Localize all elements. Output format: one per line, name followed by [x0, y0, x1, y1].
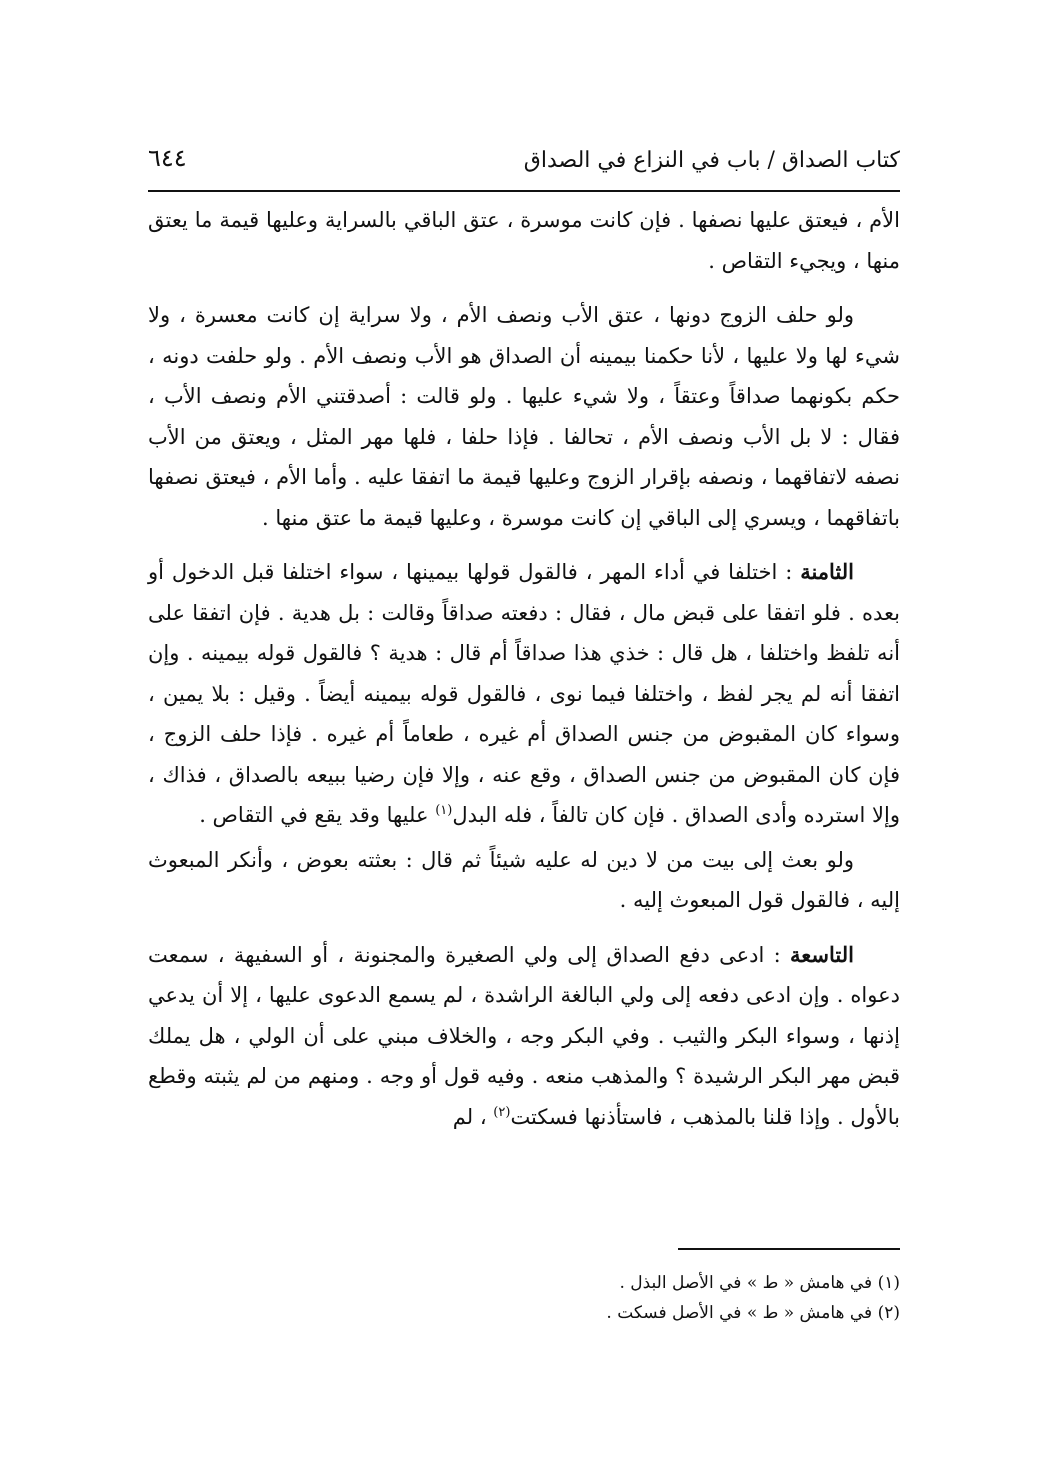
paragraph-gap — [148, 538, 900, 552]
main-text — [148, 200, 900, 1137]
footnote-item: (٢) في هامش « ط » في الأصل فسكت . — [606, 1303, 900, 1323]
issue-heading: التاسعة — [790, 941, 854, 967]
paragraph-gap — [148, 281, 900, 295]
paragraph-text: ولو بعث إلى بيت من لا دين له عليه شيئاً ثم قال : بعثته بعوض ، وأنكر المبعوث إليه ، فالقول قول المبعوث إليه . — [148, 847, 900, 912]
footnotes — [400, 1268, 900, 1328]
paragraph-text: الأم ، فيعتق عليها نصفها . فإن كانت موسرة ، عتق الباقي بالسراية وعليها قيمة ما يعتق منها ، ويجيء التقاص . — [148, 208, 900, 273]
paragraph-text: ، لم — [452, 1104, 494, 1129]
running-header — [148, 140, 900, 190]
paragraph-eighth-issue — [148, 552, 900, 836]
paragraph-oath-husband — [148, 295, 900, 538]
issue-heading: الثامنة — [800, 559, 854, 584]
paragraph-gap — [148, 921, 900, 935]
footnote-divider — [678, 1248, 900, 1250]
paragraph-text: : اختلفا في أداء المهر ، فالقول قولها بيمينها ، سواء اختلفا قبل الدخول أو بعده . فلو اتفقا على قبض مال ، فقال : دفعته صداقاً وقالت : بل هدية . فإن اتفقا على أنه تلفظ واختلفا ، هل قال : خذي هذا صداقاً أم قال : هدية ؟ فالقول قوله بيمينه . وإن اتفقا أنه لم يجر لفظ ، واختلفا فيما نوى ، فالقول قوله بيمينه أيضاً . وقيل : بلا يمين ، وسواء كان المقبوض من جنس الصداق أم غيره ، طعاماً أم غيره . فإذا حلف الزوج ، فإن كان المقبوض من جنس الصداق ، وقع عنه ، وإلا فإن رضيا ببيعه بالصداق ، فذاك ، وإلا استرده وأدى الصداق . فإن كان تالفاً ، فله البدل — [148, 560, 900, 827]
chapter-title: كتاب الصداق / باب في النزاع في الصداق — [523, 148, 900, 173]
paragraph-text: : ادعى دفع الصداق إلى ولي الصغيرة والمجنونة ، أو السفيهة ، سمعت دعواه . وإن ادعى دفعه إلى ولي البالغة الراشدة ، لم يسمع الدعوى عليها ، إلا أن يدعي إذنها ، وسواء البكر والثيب . وفي البكر وجه ، والخلاف مبني على أن الولي ، هل يملك قبض مهر البكر الرشيدة ؟ والمذهب منعه . وفيه قول أو وجه . ومنهم من لم يثبته وقطع بالأول . وإذا قلنا بالمذهب ، فاستأذنها فسكتت — [148, 942, 900, 1129]
footnote-item: (١) في هامش « ط » في الأصل البذل . — [619, 1273, 900, 1293]
header-divider — [148, 190, 900, 192]
paragraph-text: ولو حلف الزوج دونها ، عتق الأب ونصف الأم ، ولا سراية إن كانت معسرة ، ولا شيء لها ولا عليها ، لأنا حكمنا بيمينه أن الصداق هو الأب ونصف الأم . ولو حلفت دونه ، حكم بكونهما صداقاً وعتقاً ، ولا شيء عليها . ولو قالت : أصدقتني الأم ونصف الأب ، فقال : لا بل الأب ونصف الأم ، تحالفا . فإذا حلفا ، فلها مهر المثل ، ويعتق من الأب نصفه لاتفاقهما ، ونصفه بإقرار الزوج وعليها قيمة ما اتفقا عليه . وأما الأم ، فيعتق نصفها باتفاقهما ، ويسري إلى الباقي إن كانت موسرة ، وعليها قيمة ما عتق منها . — [148, 303, 900, 530]
paragraph-continuation — [148, 200, 900, 281]
paragraph-ninth-issue — [148, 935, 900, 1138]
paragraph-gift-dispute — [148, 840, 900, 921]
paragraph-text: عليها وقد يقع في التقاص . — [199, 803, 436, 827]
footnote-reference[interactable]: (٢) — [493, 1104, 511, 1120]
page-number: ٦٤٤ — [148, 144, 187, 172]
footnote-reference[interactable]: (١) — [435, 803, 453, 818]
